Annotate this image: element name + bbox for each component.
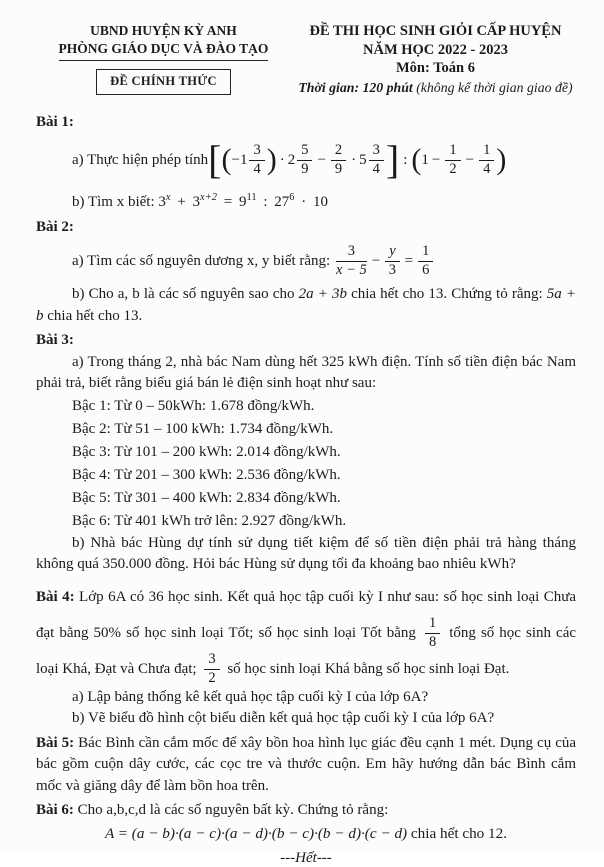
fraction [445, 143, 460, 177]
factor: 10 [313, 194, 329, 211]
problem-3 [36, 330, 576, 576]
exponent: 6 [289, 192, 295, 204]
end-of-exam-mark: ---Hết--- [280, 849, 332, 866]
fraction-denominator: 3 [388, 261, 397, 278]
problem-4-text: số học sinh loại Khá bằng số học sinh loại Đạt. [227, 660, 510, 677]
fraction-numerator: 5 [297, 143, 312, 161]
multiply-operator: · [279, 151, 285, 168]
exponent: 11 [246, 192, 257, 204]
problem-5-text: Bác Bình cần cắm mốc để xây bồn hoa hình lục giác đều cạnh 1 mét. Dụng cụ của bác gồm cuộn dây cước, các cọc tre và thước cuộn. Em hãy hướng dẫn bác Bình cắm mốc và giăng dây để làm bồn hoa trên. [36, 734, 577, 794]
minus-operator: − [465, 151, 475, 168]
left-bracket: [ [208, 137, 222, 183]
problem-4 [36, 579, 576, 730]
fraction-numerator: 3 [336, 244, 367, 262]
right-paren: ) [496, 143, 507, 177]
fraction-numerator: 1 [425, 616, 440, 634]
base: 3 [158, 194, 166, 211]
number-one: 1 [421, 151, 429, 168]
minus-operator: − [317, 151, 326, 168]
problem-2 [36, 217, 576, 328]
base: 27 [274, 194, 290, 211]
electricity-tier-3: Bậc 3: Từ 101 – 200 kWh: 2.014 đồng/kWh. [72, 443, 341, 460]
fraction [297, 143, 312, 177]
problem-2b-text: chia hết cho 13. Chứng tỏ rằng: [351, 286, 543, 303]
fraction-denominator: 2 [208, 669, 216, 686]
subject-line: Môn: Toán 6 [396, 60, 475, 77]
exam-title: ĐỀ THI HỌC SINH GIỎI CẤP HUYỆN [309, 23, 562, 39]
mixed-number [288, 143, 315, 177]
fraction [425, 616, 440, 650]
fraction-numerator: 1 [418, 244, 433, 262]
exam-title-block [291, 22, 576, 97]
exponent: x+2 [200, 192, 218, 204]
whole-part: −1 [231, 151, 248, 168]
fraction-denominator: 6 [422, 261, 430, 278]
fraction [385, 244, 399, 278]
problem-2a-equation [334, 244, 435, 278]
problem-2b-text: b) Cho a, b là các số nguyên sao cho [72, 286, 295, 303]
fraction-denominator: 4 [253, 160, 261, 177]
problem-5-heading: Bài 5: [36, 734, 75, 751]
plus-operator: + [177, 194, 186, 211]
fraction-denominator: 9 [334, 160, 343, 177]
inline-math: 5a + b [36, 286, 577, 324]
fraction-denominator: 2 [449, 160, 457, 177]
electricity-tier-1: Bậc 1: Từ 0 – 50kWh: 1.678 đồng/kWh. [72, 397, 315, 414]
problem-6-outro: chia hết cho 12. [410, 824, 508, 842]
problem-1a-label: a) Thực hiện phép tính [72, 151, 209, 168]
fraction-numerator: 1 [479, 143, 494, 161]
problem-1a-expression [208, 137, 507, 183]
equals-sign: = [404, 252, 414, 269]
problem-3-heading: Bài 3: [36, 332, 74, 349]
org-name-line-1: UBND HUYỆN KỲ ANH [90, 23, 237, 38]
problem-1-heading: Bài 1: [36, 113, 74, 130]
header [36, 22, 576, 97]
problem-1a [72, 133, 576, 187]
official-exam-stamp: ĐỀ CHÍNH THỨC [96, 69, 231, 95]
divide-operator: : [403, 151, 408, 168]
fraction [249, 143, 264, 177]
problem-1 [36, 112, 576, 214]
problem-6 [36, 800, 576, 846]
minus-operator: − [371, 252, 381, 269]
mixed-number [231, 143, 266, 177]
problem-1b-equation [158, 194, 328, 210]
mixed-number [359, 143, 386, 177]
problem-5 [36, 733, 576, 798]
fraction [204, 652, 219, 686]
issuing-authority-block [36, 22, 291, 95]
org-name-line-2 [36, 40, 291, 61]
equals-sign: = [223, 194, 233, 211]
multiply-operator: · [351, 151, 357, 168]
problem-6-heading: Bài 6: [36, 802, 74, 819]
left-paren: ( [221, 143, 232, 177]
problem-6-intro [36, 800, 576, 822]
problem-2b [36, 284, 576, 327]
problem-4a: a) Lập bảng thống kê kết quả học tập cuối kỳ I của lớp 6A? [72, 688, 429, 705]
problem-1b-label: b) Tìm x biết: [72, 194, 155, 211]
right-paren: ) [266, 143, 277, 177]
problem-4-text: Lớp 6A có 36 học sinh. Kết quả học tập cuối kỳ I như sau: số học sinh loại Chưa đạt bằng 50% số học sinh loại Tốt; số học sinh loại Tốt bằng [36, 588, 577, 641]
right-bracket: ] [385, 137, 400, 183]
base: 9 [239, 194, 247, 211]
fraction-numerator: 1 [445, 143, 460, 161]
problem-2a [72, 238, 576, 284]
whole-part: 5 [359, 151, 367, 168]
problem-4-statement [36, 579, 576, 687]
electricity-tier-2: Bậc 2: Từ 51 – 100 kWh: 1.734 đồng/kWh. [72, 420, 334, 437]
electricity-tier-6: Bậc 6: Từ 401 kWh trở lên: 2.927 đồng/kWh. [72, 512, 347, 529]
fraction-numerator: 3 [204, 652, 219, 670]
school-year: NĂM HỌC 2022 - 2023 [363, 41, 508, 58]
problem-3a: a) Trong tháng 2, nhà bác Nam dùng hết 325 kWh điện. Tính số tiền điện bác Nam phải trả, biết rằng biểu giá bán lẻ điện sinh hoạt như sau: [36, 353, 576, 392]
minus-operator: − [431, 151, 441, 168]
org-name-underlined: PHÒNG GIÁO DỤC VÀ ĐÀO TẠO [59, 40, 269, 61]
problem-4b: b) Vẽ biểu đồ hình cột biểu diễn kết quả học tập cuối kỳ I của lớp 6A? [72, 710, 495, 727]
problem-2-heading: Bài 2: [36, 218, 74, 235]
time-limit-label: Thời gian: 120 phút [298, 79, 413, 95]
left-paren: ( [411, 143, 422, 177]
problem-6-formula-line [36, 822, 576, 846]
fraction-denominator: 9 [301, 160, 309, 177]
stamp-wrap [36, 61, 291, 95]
electricity-tier-5: Bậc 5: Từ 301 – 400 kWh: 2.834 đồng/kWh. [72, 489, 341, 506]
fraction [418, 244, 433, 278]
fraction [479, 143, 494, 177]
exponent: x [165, 192, 171, 204]
exam-body [36, 112, 576, 867]
problem-2a-label: a) Tìm các số nguyên dương x, y biết rằng: [72, 252, 331, 269]
inline-math: A = (a − b)·(a − c)·(a − d)·(b − c)·(b − d)·(c − d) [104, 824, 408, 842]
time-limit-line [295, 79, 576, 97]
fraction-numerator: y [385, 244, 399, 262]
fraction-denominator: 4 [483, 160, 491, 177]
problem-6-text: Cho a,b,c,d là các số nguyên bất kỳ. Chứng tỏ rằng: [77, 802, 389, 819]
problem-4-heading: Bài 4: [36, 588, 75, 605]
problem-3b: b) Nhà bác Hùng dự tính sử dụng tiết kiệm để số tiền điện phải trả hàng tháng không quá 350.000 đồng. Hỏi bác Hùng sử dụng tối đa khoảng bao nhiêu kWh? [36, 534, 576, 573]
problem-1b [36, 187, 576, 214]
fraction [336, 244, 367, 278]
electricity-tier-4: Bậc 4: Từ 201 – 300 kWh: 2.536 đồng/kWh. [72, 466, 341, 483]
problem-2b-text: chia hết cho 13. [47, 307, 143, 324]
whole-part: 2 [287, 151, 296, 168]
fraction-denominator: x − 5 [335, 261, 367, 278]
problem-5-statement [36, 733, 576, 798]
inline-math: 2a + 3b [298, 286, 347, 303]
fraction-denominator: 8 [428, 633, 437, 650]
fraction-numerator: 2 [331, 143, 346, 161]
problem-4-text: tổng số học sinh các loại Khá, Đạt và Chưa đạt; [36, 624, 577, 677]
fraction [369, 143, 384, 177]
multiply-operator: · [301, 194, 307, 211]
fraction [331, 143, 346, 177]
fraction-denominator: 4 [372, 160, 380, 177]
base: 3 [192, 194, 201, 211]
time-limit-note: (không kể thời gian giao đề) [416, 79, 573, 95]
divide-operator: : [263, 194, 268, 211]
fraction-numerator: 3 [369, 143, 384, 161]
fraction-numerator: 3 [249, 143, 264, 161]
